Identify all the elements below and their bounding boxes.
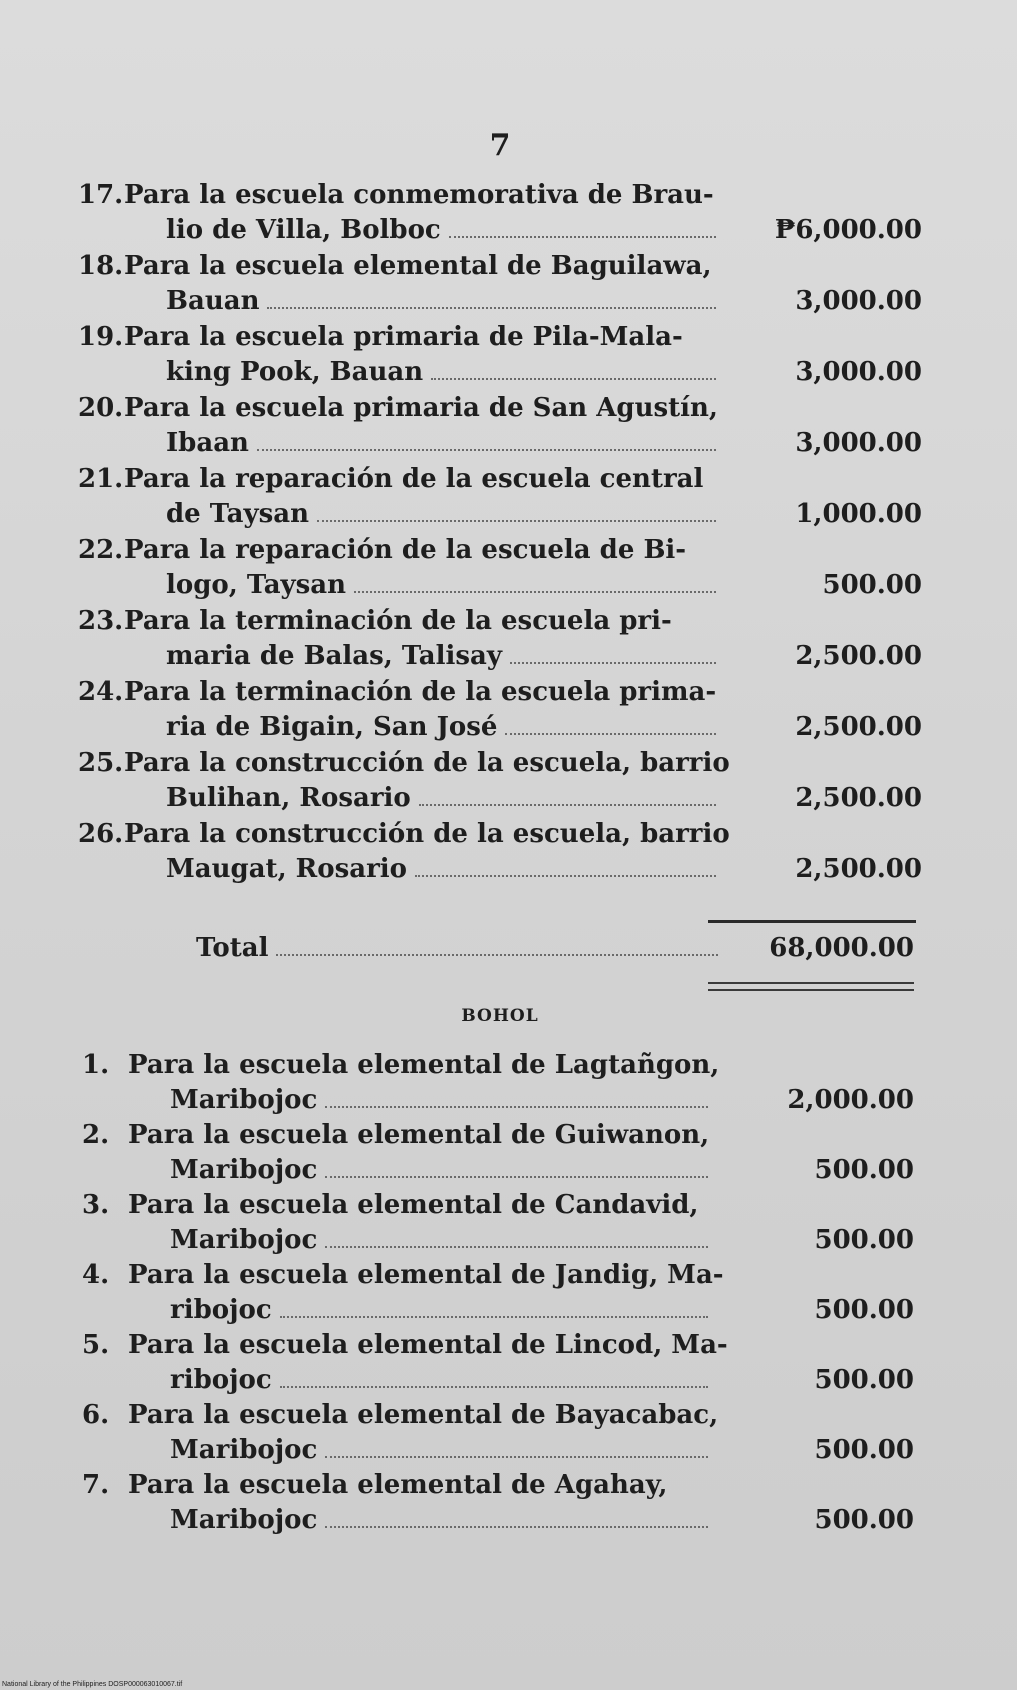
list-item	[78, 178, 922, 249]
entry-location: Maribojoc	[170, 1435, 318, 1465]
entry-location: Bulihan, Rosario	[166, 783, 411, 813]
entry-amount: ₱6,000.00	[774, 215, 922, 245]
entry-amount: 500.00	[822, 570, 922, 600]
entry-description: Para la escuela elemental de Agahay,	[128, 1470, 668, 1500]
entry-location: Maribojoc	[170, 1155, 318, 1185]
dot-leader	[419, 803, 716, 806]
entry-number: 6.	[82, 1400, 110, 1430]
dot-leader	[510, 661, 716, 664]
list-item	[78, 533, 922, 604]
entry-second-line	[82, 1363, 914, 1398]
entry-description: Para la reparación de la escuela central	[124, 464, 704, 494]
total-label: Total	[196, 933, 269, 963]
entry-location: ria de Bigain, San José	[166, 712, 498, 742]
entry-second-line	[82, 1433, 914, 1468]
entry-first-line	[78, 533, 922, 568]
entry-amount: 500.00	[814, 1225, 914, 1255]
entry-number: 24.	[78, 677, 124, 707]
dot-leader	[449, 235, 716, 238]
total-row	[196, 933, 914, 964]
entry-second-line	[78, 710, 922, 745]
entry-description: Para la terminación de la escuela prima-	[124, 677, 717, 707]
dot-leader	[280, 1385, 708, 1388]
entry-description: Para la terminación de la escuela pri-	[124, 606, 672, 636]
entry-number: 4.	[82, 1260, 110, 1290]
entry-number: 20.	[78, 393, 124, 423]
total-amount: 68,000.00	[769, 933, 914, 963]
entry-second-line	[82, 1153, 914, 1188]
entry-number: 19.	[78, 322, 124, 352]
entry-first-line	[82, 1328, 914, 1363]
dot-leader	[325, 1455, 708, 1458]
list-item	[82, 1398, 914, 1468]
entry-description: Para la escuela primaria de Pila-Mala-	[124, 322, 683, 352]
entry-location: Ibaan	[166, 428, 249, 458]
dot-leader	[325, 1105, 708, 1108]
entry-first-line	[78, 817, 922, 852]
entry-second-line	[78, 355, 922, 390]
entry-location: Maribojoc	[170, 1505, 318, 1535]
entry-number: 17.	[78, 180, 124, 210]
list-item	[78, 391, 922, 462]
dot-leader	[354, 590, 716, 593]
entry-description: Para la escuela elemental de Lincod, Ma-	[128, 1330, 728, 1360]
total-leader	[276, 953, 718, 956]
entry-amount: 500.00	[814, 1365, 914, 1395]
list-item	[78, 817, 922, 888]
total-rule	[708, 920, 916, 923]
list-item	[82, 1258, 914, 1328]
list-item	[82, 1468, 914, 1538]
entry-description: Para la escuela elemental de Baguilawa,	[124, 251, 712, 281]
entry-first-line	[82, 1048, 914, 1083]
entry-location: Maribojoc	[170, 1225, 318, 1255]
entry-amount: 500.00	[814, 1295, 914, 1325]
entry-description: Para la escuela elemental de Candavid,	[128, 1190, 699, 1220]
page-number: 7	[489, 128, 511, 163]
entry-second-line	[78, 284, 922, 319]
entry-amount: 1,000.00	[795, 499, 922, 529]
entry-location: Maribojoc	[170, 1085, 318, 1115]
entry-first-line	[78, 675, 922, 710]
entry-description: Para la escuela conmemorativa de Brau-	[124, 180, 714, 210]
entry-amount: 500.00	[814, 1435, 914, 1465]
list-item	[82, 1118, 914, 1188]
list-item	[78, 746, 922, 817]
dot-leader	[505, 732, 716, 735]
entry-location: de Taysan	[166, 499, 309, 529]
entry-first-line	[82, 1188, 914, 1223]
entry-number: 23.	[78, 606, 124, 636]
entry-first-line	[78, 462, 922, 497]
entry-second-line	[78, 568, 922, 603]
entry-first-line	[78, 746, 922, 781]
entry-second-line	[82, 1293, 914, 1328]
entry-amount: 2,500.00	[795, 783, 922, 813]
entry-second-line	[82, 1503, 914, 1538]
entry-amount: 500.00	[814, 1155, 914, 1185]
dot-leader	[280, 1315, 708, 1318]
entry-amount: 500.00	[814, 1505, 914, 1535]
list-item	[78, 462, 922, 533]
entry-location: ribojoc	[170, 1365, 272, 1395]
list-item	[78, 675, 922, 746]
list-item	[82, 1328, 914, 1398]
entry-first-line	[78, 604, 922, 639]
entry-number: 18.	[78, 251, 124, 281]
entry-amount: 3,000.00	[795, 428, 922, 458]
entry-first-line	[78, 249, 922, 284]
entry-description: Para la escuela elemental de Jandig, Ma-	[128, 1260, 724, 1290]
entry-description: Para la escuela primaria de San Agustín,	[124, 393, 718, 423]
dot-leader	[325, 1525, 708, 1528]
entry-amount: 2,500.00	[795, 854, 922, 884]
entry-location: Maugat, Rosario	[166, 854, 408, 884]
entry-number: 3.	[82, 1190, 110, 1220]
list-item	[82, 1188, 914, 1258]
list-item	[78, 249, 922, 320]
entry-amount: 2,500.00	[795, 712, 922, 742]
entry-first-line	[82, 1258, 914, 1293]
entry-second-line	[78, 497, 922, 532]
list-item	[78, 604, 922, 675]
bohol-entries	[82, 1048, 914, 1538]
dot-leader	[267, 306, 716, 309]
batangas-entries	[78, 178, 922, 888]
entry-number: 26.	[78, 819, 124, 849]
entry-description: Para la escuela elemental de Lagtañgon,	[128, 1050, 720, 1080]
entry-number: 25.	[78, 748, 124, 778]
section-title-bohol: BOHOL	[461, 1006, 539, 1026]
entry-first-line	[78, 178, 922, 213]
entry-location: lio de Villa, Bolboc	[166, 215, 441, 245]
dot-leader	[415, 874, 716, 877]
entry-amount: 3,000.00	[795, 286, 922, 316]
entry-first-line	[78, 391, 922, 426]
entry-number: 22.	[78, 535, 124, 565]
entry-first-line	[78, 320, 922, 355]
entry-amount: 2,000.00	[787, 1085, 914, 1115]
total-double-rule	[708, 982, 914, 991]
entry-second-line	[78, 213, 922, 248]
entry-second-line	[78, 426, 922, 461]
entry-number: 1.	[82, 1050, 110, 1080]
entry-second-line	[78, 639, 922, 674]
entry-description: Para la reparación de la escuela de Bi-	[124, 535, 687, 565]
entry-description: Para la escuela elemental de Bayacabac,	[128, 1400, 719, 1430]
entry-description: Para la construcción de la escuela, barrio	[124, 819, 730, 849]
entry-location: Bauan	[166, 286, 260, 316]
entry-description: Para la construcción de la escuela, barrio	[124, 748, 730, 778]
dot-leader	[257, 448, 716, 451]
entry-description: Para la escuela elemental de Guiwanon,	[128, 1120, 710, 1150]
dot-leader	[325, 1175, 708, 1178]
entry-location: ribojoc	[170, 1295, 272, 1325]
entry-location: logo, Taysan	[166, 570, 347, 600]
list-item	[78, 320, 922, 391]
entry-location: king Pook, Bauan	[166, 357, 424, 387]
entry-first-line	[82, 1118, 914, 1153]
dot-leader	[325, 1245, 708, 1248]
list-item	[82, 1048, 914, 1118]
entry-second-line	[78, 781, 922, 816]
entry-first-line	[82, 1398, 914, 1433]
entry-number: 5.	[82, 1330, 110, 1360]
footer-credit: National Library of the Philippines DOSP000063010067.tif	[2, 1681, 183, 1688]
entry-second-line	[82, 1083, 914, 1118]
entry-number: 2.	[82, 1120, 110, 1150]
dot-leader	[431, 377, 716, 380]
entry-second-line	[78, 852, 922, 887]
entry-amount: 2,500.00	[795, 641, 922, 671]
entry-number: 7.	[82, 1470, 110, 1500]
dot-leader	[317, 519, 716, 522]
entry-amount: 3,000.00	[795, 357, 922, 387]
entry-location: maria de Balas, Talisay	[166, 641, 502, 671]
entry-second-line	[82, 1223, 914, 1258]
entry-number: 21.	[78, 464, 124, 494]
entry-first-line	[82, 1468, 914, 1503]
